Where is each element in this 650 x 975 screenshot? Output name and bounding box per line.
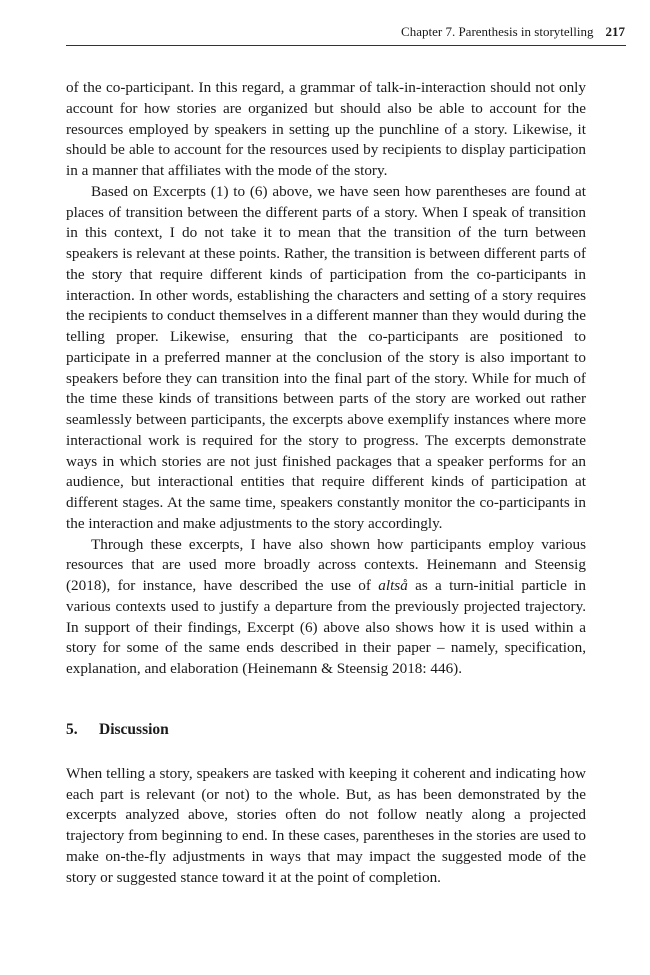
section-title: Discussion (99, 720, 169, 738)
paragraph-resources (66, 535, 586, 680)
paragraph-discussion: When telling a story, speakers are tasked with keeping it coherent and indicating how each part is relevant (or not) to the whole. But, as has been demonstrated by the excerpts analyzed above, stories often do not follow neatly along a projected trajectory from beginning to end. In these cases, parentheses in the stories are used to make on-the-fly adjustments in ways that may impact the suggested mode of the story or suggested stance toward it at the point of completion. (66, 764, 586, 886)
paragraph-resources-text-2: as a turn-initial particle in various contexts used to justify a departure from the previously projected trajectory. In support of their findings, Excerpt (6) above also shows how it is used within a story for some of the same ends described in their paper – namely, specification, explanation, and elaboration (Heinemann & Steensig 2018: 446). (66, 577, 586, 677)
chapter-title: Chapter 7. Parenthesis in storytelling (401, 24, 594, 39)
paragraph-transitions: Based on Excerpts (1) to (6) above, we have seen how parentheses are found at places of transition between the different parts of a story. When I speak of transition in this context, I do not take it to mean that the transition of the turn between speakers is relevant at these points. Rather, the transition is between different parts of the story that require different kinds of participation from the co-participants in interaction. In other words, establishing the characters and setting of a story requires the recipients to conduct themselves in a different manner than they would during the telling proper. Likewise, ensuring that the co-participants are positioned to participate in a preferred manner at the conclusion of the story is also important to speakers before they can transition into the final part of the story. While for much of the time these kinds of transitions between parts of the story are worked out rather seamlessly between participants, the excerpts above exemplify instances where more interactional work is required for the story to progress. The excerpts demonstrate ways in which stories are not just finished packages that a speaker performs for an audience, but interactional entities that require different kinds of participation at different stages. At the same time, speakers constantly monitor the co-participants in the interaction and make adjustments to the story accordingly. (66, 182, 586, 532)
paragraph-resources-text-1: Through these excerpts, I have also shown how participants employ various resources that are used more broadly across contexts. Heinemann and Steensig (2018), for instance, have described the use of (66, 535, 586, 594)
section-heading (66, 720, 586, 740)
body-text (66, 78, 586, 888)
header-rule (66, 45, 626, 46)
paragraph-continuation: of the co-participant. In this regard, a grammar of talk-in-interaction should not only account for how stories are organized but should also be able to account for the resources employed by speakers in setting up the punchline of a story. Likewise, it should be able to account for the resources used by recipients to display participation in a manner that affiliates with the mode of the story. (66, 79, 586, 179)
page-number: 217 (605, 24, 625, 39)
italic-term-altsa: altså (378, 577, 408, 594)
running-head (66, 24, 625, 42)
section-number: 5. (66, 720, 78, 738)
